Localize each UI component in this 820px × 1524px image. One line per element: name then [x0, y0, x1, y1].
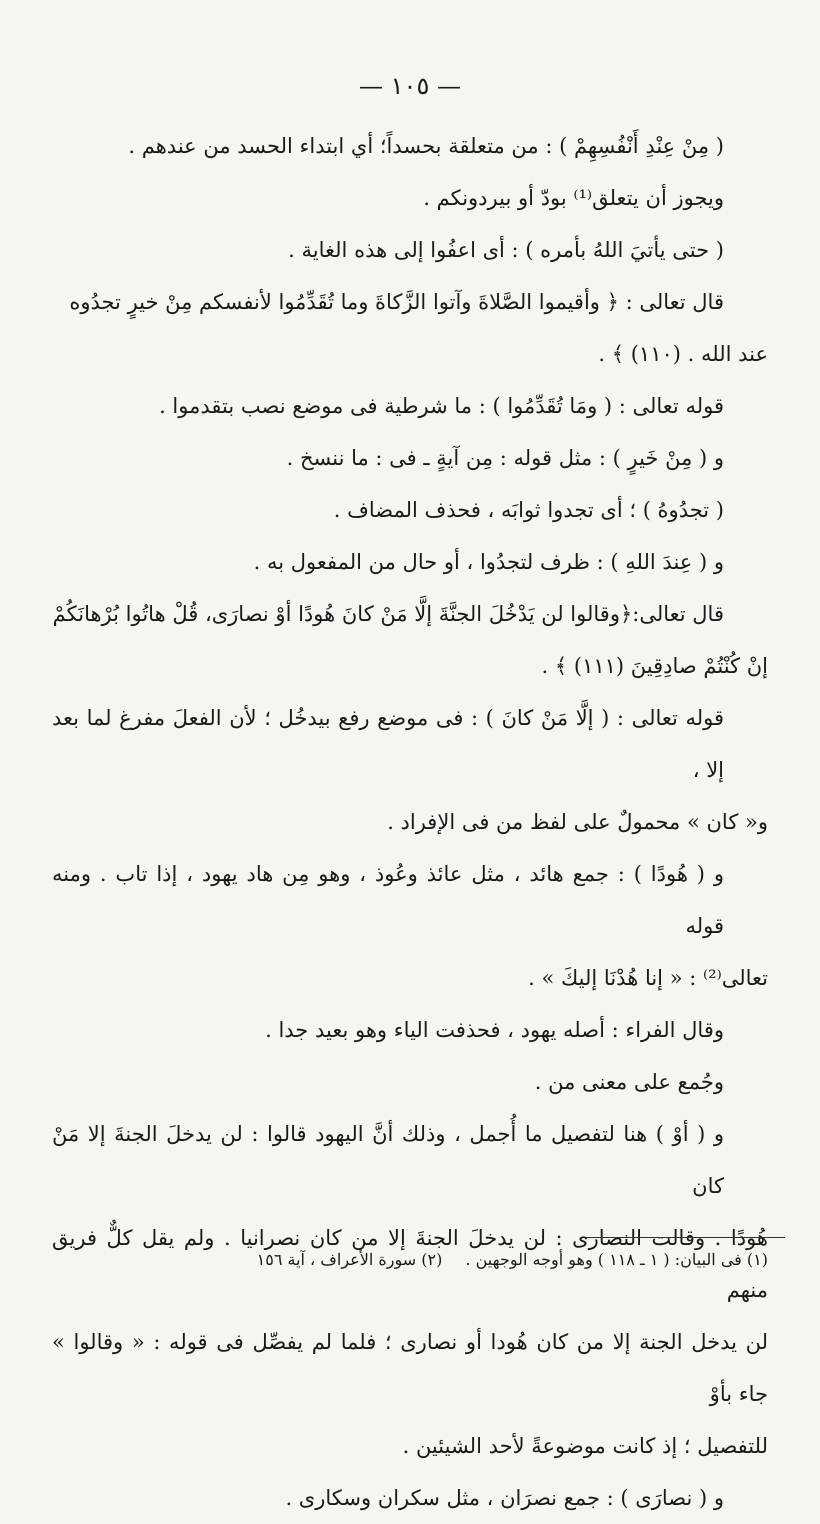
footnote-2: (٢) سورة الأعراف ، آية ١٥٦	[256, 1250, 443, 1269]
footnote-1: (١) فى البيان: ( ١ ـ ١١٨ ) وهو أوجه الوجهين .	[465, 1250, 768, 1269]
paragraph: ويجوز أن يتعلق⁽¹⁾ بودّ أو بيردونكم .	[423, 186, 724, 210]
paragraph: قوله تعالى : ( ومَا تُقَدِّمُوا ) : ما شرطية فى موضع نصب بتقدموا .	[159, 394, 724, 418]
paragraph: وقال الفراء : أصله يهود ، فحذفت الياء وهو بعيد جدا .	[265, 1018, 724, 1042]
paragraph: تعالى⁽²⁾ : « إنا هُدْنَا إليكَ » .	[528, 966, 768, 990]
footnotes	[52, 1243, 768, 1277]
paragraph: ( حتى يأتيَ اللهُ بأمره ) : أى اعفُوا إلى هذه الغاية .	[288, 238, 724, 262]
paragraph: و ( عِندَ اللهِ ) : ظرف لتجدُوا ، أو حال من المفعول به .	[253, 550, 724, 574]
paragraph: عند الله . (١١٠) ﴾ .	[598, 342, 768, 366]
paragraph: قوله تعالى : ( إلَّا مَنْ كانَ ) : فى موضع رفع بيدخُل ؛ لأن الفعلَ مفرغ لما بعد إلا ،	[52, 706, 724, 782]
paragraph: و ( مِنْ خَيرٍ ) : مثل قوله : مِن آيةٍ ـ فى : ما ننسخ .	[286, 446, 724, 470]
paragraph: إنْ كُنْتُمْ صادِقِينَ (١١١) ﴾ .	[541, 654, 768, 678]
body-text	[52, 120, 768, 1524]
paragraph: و ( أوْ ) هنا لتفصيل ما أُجمل ، وذلك أنَّ اليهود قالوا : لن يدخلَ الجنةَ إلا مَنْ كان	[52, 1122, 724, 1198]
paragraph: للتفصيل ؛ إذ كانت موضوعةً لأحد الشيئين .	[402, 1434, 768, 1458]
paragraph: قال تعالى : ﴿ وأقيموا الصَّلاةَ وآتوا الزَّكاةَ وما تُقَدِّمُوا لأنفسكم مِنْ خيرٍ تجدُوه	[69, 290, 724, 314]
page-number: — ١٠٥ —	[359, 72, 461, 100]
paragraph: و ( نصارَى ) : جمع نصرَان ، مثل سكران وسكارى .	[285, 1486, 724, 1510]
paragraph: وجُمع على معنى من .	[534, 1070, 724, 1094]
paragraph: لن يدخل الجنة إلا من كان هُودا أو نصارى ؛ فلما لم يفصِّل فى قوله : « وقالوا » جاء بأوْ	[52, 1330, 768, 1406]
paragraph: ( تجدُوهُ ) ؛ أى تجدوا ثوابَه ، فحذف المضاف .	[333, 498, 724, 522]
paragraph: قال تعالى:﴿وقالوا لن يَدْخُلَ الجنَّةَ إلَّا مَنْ كانَ هُودًا أوْ نصارَى، قُلْ هاتُوا بُرْهانَكُمْ	[52, 602, 724, 626]
paragraph: و ( هُودًا ) : جمع هائد ، مثل عائذ وعُوذ ، وهو مِن هاد يهود ، إذا تاب . ومنه قوله	[52, 862, 724, 938]
paragraph: ( مِنْ عِنْدِ أَنْفُسِهِمْ ) : من متعلقة بحسداً؛ أي ابتداء الحسد من عندهم .	[128, 134, 724, 158]
paragraph: و« كان » محمولٌ على لفظ من فى الإفراد .	[387, 810, 768, 834]
footnote-divider	[585, 1237, 785, 1238]
paragraph: هُودًا . وقالت النصارى : لن يدخلَ الجنةَ إلا من كان نصرانيا . ولم يقل كلٌّ فريق منهم	[52, 1226, 768, 1302]
